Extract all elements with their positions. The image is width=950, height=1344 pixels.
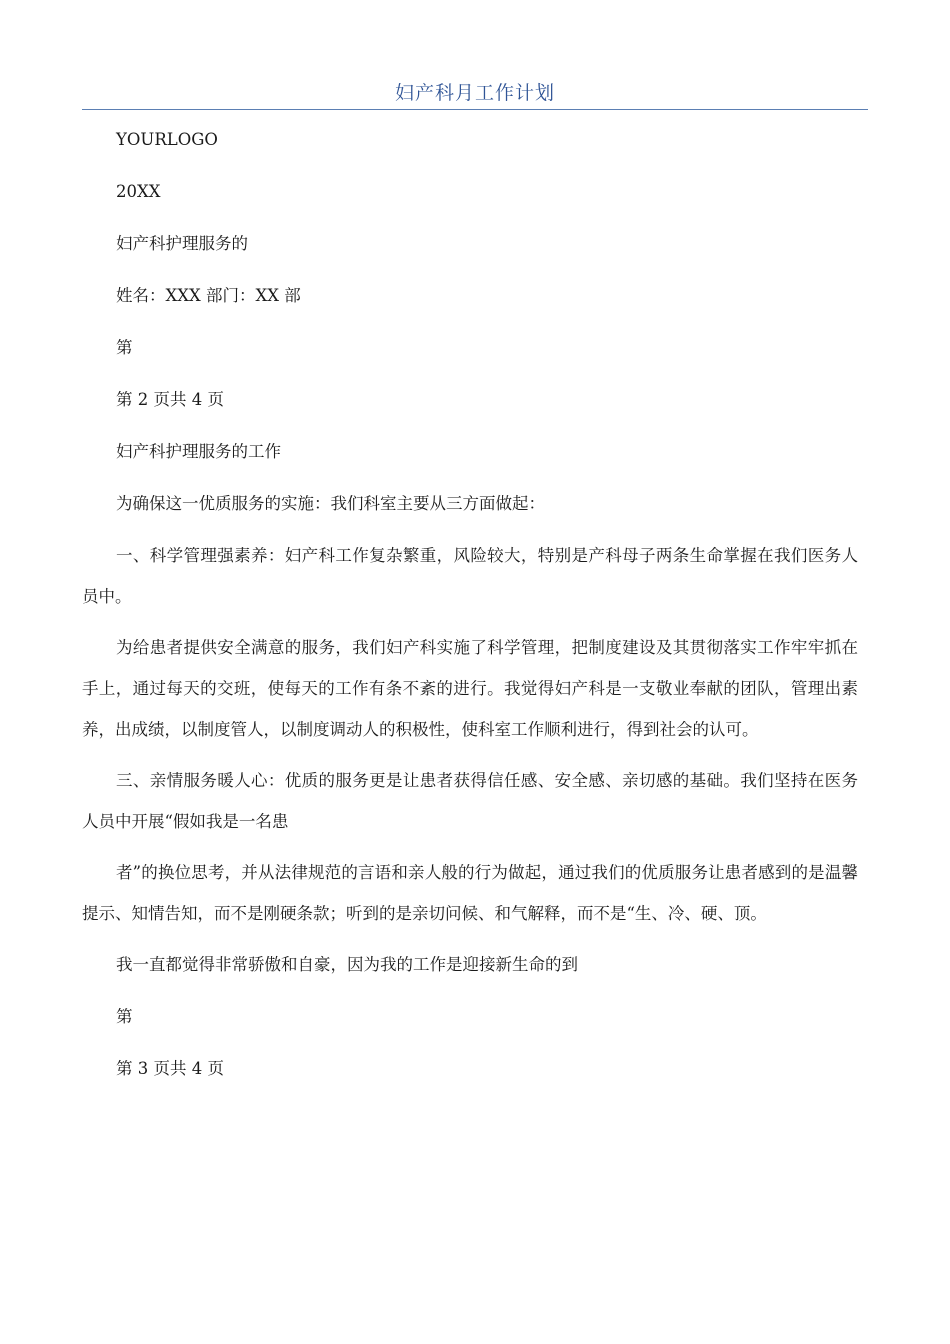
body-paragraph: 为给患者提供安全满意的服务，我们妇产科实施了科学管理，把制度建设及其贯彻落实工作牢牢抓在手上，通过每天的交班，使每天的工作有条不紊的进行。我觉得妇产科是一支敬业奉献的团队，管理出素养，出成绩，以制度管人，以制度调动人的积极性，使科室工作顺利进行，得到社会的认可。 bbox=[82, 638, 858, 739]
document-title: 妇产科月工作计划 bbox=[394, 82, 555, 104]
body-paragraph: 一、科学管理强素养：妇产科工作复杂繁重，风险较大，特别是产科母子两条生命掌握在我们医务人员中。 bbox=[82, 546, 858, 606]
document-body bbox=[82, 126, 858, 1107]
year-text: 20XX bbox=[116, 182, 161, 201]
body-paragraph: 我一直都觉得非常骄傲和自豪，因为我的工作是迎接新生命的到 bbox=[116, 955, 578, 974]
body-paragraph: 者”的换位思考，并从法律规范的言语和亲人般的行为做起，通过我们的优质服务让患者感到的是温馨提示、知情告知，而不是刚硬条款；听到的是亲切问候、和气解释，而不是“生、冷、硬、顶。 bbox=[82, 863, 858, 923]
page-marker: 第 bbox=[116, 338, 133, 357]
page-marker: 第 bbox=[116, 1007, 133, 1026]
section-heading: 妇产科护理服务的工作 bbox=[116, 442, 281, 461]
page-number: 第 3 页共 4 页 bbox=[116, 1059, 224, 1078]
page-number: 第 2 页共 4 页 bbox=[116, 390, 224, 409]
body-paragraph: 为确保这一优质服务的实施：我们科室主要从三方面做起： bbox=[116, 494, 545, 513]
body-paragraph: 三、亲情服务暖人心：优质的服务更是让患者获得信任感、安全感、亲切感的基础。我们坚持在医务人员中开展“假如我是一名患 bbox=[82, 771, 858, 831]
name-department-line: 姓名：XXX 部门：XX 部 bbox=[116, 286, 301, 305]
subtitle-text: 妇产科护理服务的 bbox=[116, 234, 248, 253]
logo-text: YOURLOGO bbox=[116, 130, 218, 149]
page-header bbox=[82, 80, 868, 110]
